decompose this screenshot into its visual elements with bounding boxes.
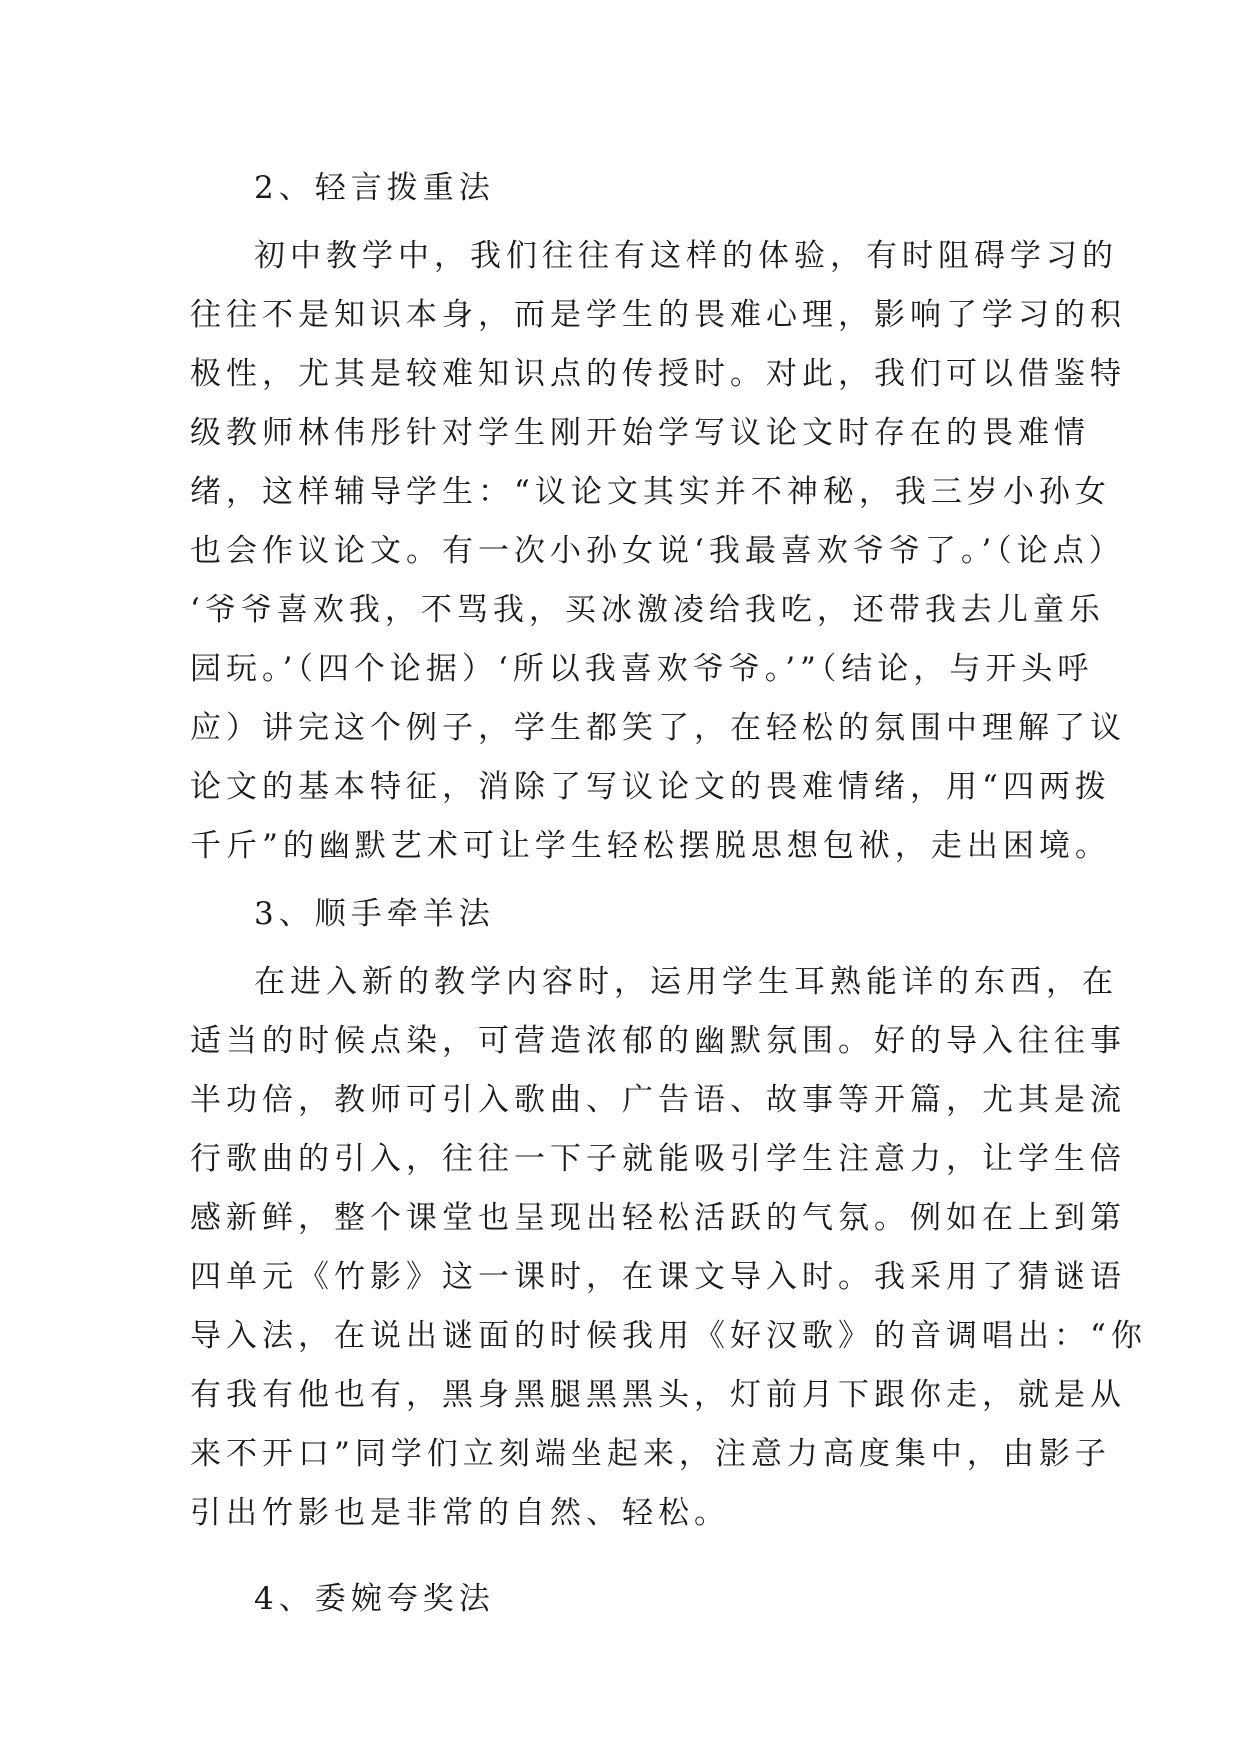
paragraph-line: 极性，尤其是较难知识点的传授时。对此，我们可以借鉴特 <box>190 356 1126 392</box>
paragraph-line: 引出竹影也是非常的自然、轻松。 <box>190 1495 730 1531</box>
paragraph-line: 绪，这样辅导学生：“议论文其实并不神秘，我三岁小孙女 <box>190 474 1111 510</box>
paragraph-line: 初中教学中，我们往往有这样的体验，有时阻碍学习的 <box>254 238 1118 274</box>
paragraph-line: ‘爷爷喜欢我，不骂我，买冰激凌给我吃，还带我去儿童乐 <box>190 592 1105 628</box>
paragraph-line: 行歌曲的引入，往往一下子就能吸引学生注意力，让学生倍 <box>190 1141 1126 1177</box>
paragraph-line: 有我有他也有，黑身黑腿黑黑头，灯前月下跟你走，就是从 <box>190 1377 1126 1413</box>
paragraph-line: 导入法，在说出谜面的时候我用《好汉歌》的音调唱出：“你 <box>190 1318 1147 1354</box>
paragraph-line: 四单元《竹影》这一课时，在课文导入时。我采用了猜谜语 <box>190 1259 1126 1295</box>
paragraph-line: 应）讲完这个例子，学生都笑了，在轻松的氛围中理解了议 <box>190 710 1126 746</box>
document-body <box>190 150 1147 1638</box>
paragraph-line: 往往不是知识本身，而是学生的畏难心理，影响了学习的积 <box>190 297 1126 333</box>
paragraph-line: 园玩。’（四个论据）‘所以我喜欢爷爷。’”（结论，与开头呼 <box>190 651 1094 687</box>
paragraph-line: 适当的时候点染，可营造浓郁的幽默氛围。好的导入往往事 <box>190 1023 1126 1059</box>
paragraph-line: 来不开口”同学们立刻端坐起来，注意力高度集中，由影子 <box>190 1436 1111 1472</box>
section-heading-4: 4、委婉夸奖法 <box>254 1581 495 1617</box>
paragraph-line: 感新鲜，整个课堂也呈现出轻松活跃的气氛。例如在上到第 <box>190 1200 1126 1236</box>
paragraph-line: 论文的基本特征，消除了写议论文的畏难情绪，用“四两拨 <box>190 769 1111 805</box>
section-heading-3: 3、顺手牵羊法 <box>254 896 495 932</box>
paragraph-line: 半功倍，教师可引入歌曲、广告语、故事等开篇，尤其是流 <box>190 1082 1126 1118</box>
paragraph-line: 也会作议论文。有一次小孙女说‘我最喜欢爷爷了。’（论点） <box>190 533 1125 569</box>
paragraph-line: 在进入新的教学内容时，运用学生耳熟能详的东西，在 <box>254 964 1118 1000</box>
section-heading-2: 2、轻言拨重法 <box>254 170 495 206</box>
paragraph-line: 级教师林伟彤针对学生刚开始学写议论文时存在的畏难情 <box>190 415 1090 451</box>
paragraph-line: 千斤”的幽默艺术可让学生轻松摆脱思想包袱，走出困境。 <box>190 828 1111 864</box>
